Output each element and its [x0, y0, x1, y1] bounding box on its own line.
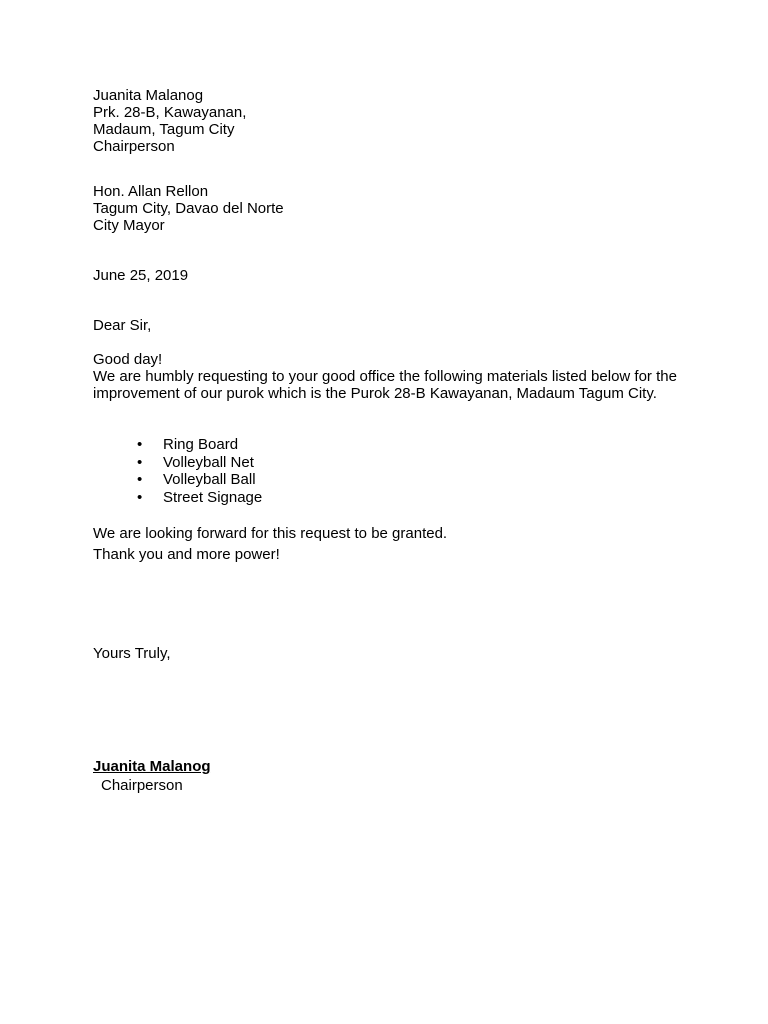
recipient-title: City Mayor: [93, 217, 165, 234]
list-item: [93, 436, 262, 454]
sender-block: [93, 87, 246, 155]
complimentary-close: Yours Truly,: [93, 645, 171, 662]
list-item: [93, 489, 262, 507]
sender-address-line1: Prk. 28-B, Kawayanan,: [93, 104, 247, 121]
closing-line-1: We are looking forward for this request to be granted.: [93, 525, 448, 542]
bullet-icon: •: [137, 489, 143, 507]
signature-title: Chairperson: [101, 777, 183, 794]
greeting: Good day!: [93, 351, 163, 368]
sender-name: Juanita Malanog: [93, 87, 204, 104]
salutation: Dear Sir,: [93, 317, 152, 334]
list-item: [93, 471, 262, 489]
material-label: Volleyball Net: [163, 453, 254, 471]
bullet-icon: •: [137, 471, 143, 489]
material-label: Volleyball Ball: [163, 471, 256, 489]
list-item: [93, 454, 262, 472]
closing-line-2: Thank you and more power!: [93, 546, 280, 563]
letter-date: June 25, 2019: [93, 267, 189, 284]
recipient-block: [93, 183, 284, 234]
materials-list: [93, 436, 262, 507]
sender-address-line2: Madaum, Tagum City: [93, 121, 235, 138]
recipient-address: Tagum City, Davao del Norte: [93, 200, 284, 217]
body-paragraph: We are humbly requesting to your good office the following materials listed below for the improvement of our purok which is the Purok 28-B Kawayanan, Madaum Tagum City.: [93, 368, 677, 402]
sender-title: Chairperson: [93, 138, 175, 155]
recipient-name: Hon. Allan Rellon: [93, 183, 209, 200]
bullet-icon: •: [137, 436, 143, 453]
signature-name: Juanita Malanog: [93, 758, 211, 775]
material-label: Street Signage: [163, 489, 263, 507]
material-label: Ring Board: [163, 436, 239, 453]
bullet-icon: •: [137, 453, 143, 471]
